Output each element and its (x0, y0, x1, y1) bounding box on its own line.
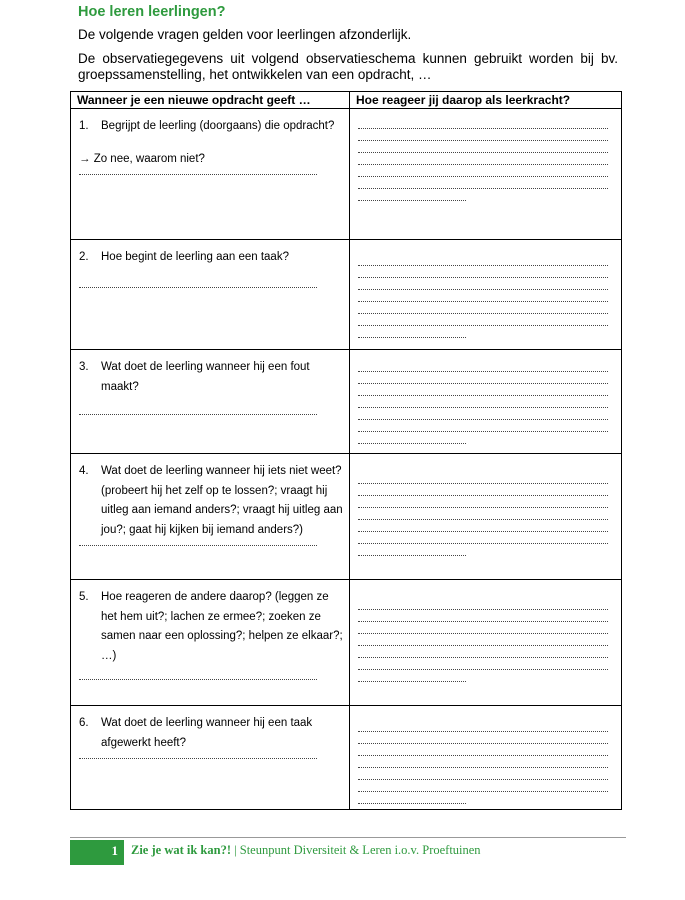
answer-cell[interactable] (350, 109, 622, 240)
table-row (71, 350, 622, 454)
answer-line[interactable] (358, 266, 608, 278)
note-line[interactable] (79, 757, 317, 759)
answer-line[interactable] (358, 372, 608, 384)
question-cell (71, 240, 350, 350)
answer-line[interactable] (358, 610, 608, 622)
answer-line[interactable] (358, 254, 608, 266)
answer-line[interactable] (358, 520, 608, 532)
table-header-row (71, 92, 622, 109)
answer-line[interactable] (358, 496, 608, 508)
answer-line[interactable] (358, 278, 608, 290)
answer-line[interactable] (358, 670, 466, 682)
page-number: 1 (111, 843, 118, 858)
answer-line[interactable] (358, 792, 466, 804)
question-text: Wat doet de leerling wanneer hij iets niet weet? (probeert hij het zelf op te lossen?; vraagt hij uitleg aan iemand anders?; vraagt hij uitleg aan jou?; gaat hij kijken bij iemand anders?) (101, 465, 343, 536)
question-text: Hoe begint de leerling aan een taak? (101, 251, 289, 263)
answer-line[interactable] (358, 396, 608, 408)
question-number: 3. (79, 361, 89, 373)
table-row (71, 580, 622, 706)
answer-cell[interactable] (350, 240, 622, 350)
answer-cell[interactable] (350, 454, 622, 580)
note-line[interactable] (79, 544, 317, 546)
note-line[interactable] (79, 173, 317, 175)
answer-line[interactable] (358, 290, 608, 302)
answer-line[interactable] (358, 408, 608, 420)
question-number: 4. (79, 465, 89, 477)
question-number: 1. (79, 120, 89, 132)
answer-line[interactable] (358, 622, 608, 634)
answer-line[interactable] (358, 484, 608, 496)
answer-line[interactable] (358, 508, 608, 520)
answer-line[interactable] (358, 326, 466, 338)
question-number: 6. (79, 717, 89, 729)
footer-text (131, 843, 481, 858)
table-row (71, 109, 622, 240)
answer-line[interactable] (358, 544, 466, 556)
note-line[interactable] (79, 286, 317, 288)
footer-title: Zie je wat ik kan?! (131, 843, 231, 857)
answer-cell[interactable] (350, 706, 622, 810)
answer-line[interactable] (358, 634, 608, 646)
answer-line[interactable] (358, 153, 608, 165)
answer-line[interactable] (358, 360, 608, 372)
followup-question: → Zo nee, waarom niet? (79, 152, 205, 165)
answer-line[interactable] (358, 532, 608, 544)
answer-line[interactable] (358, 302, 608, 314)
answer-cell[interactable] (350, 350, 622, 454)
question-text: Begrijpt de leerling (doorgaans) die opdracht? (101, 120, 335, 132)
intro-paragraph-1: De volgende vragen gelden voor leerlingen afzonderlijk. (78, 27, 412, 42)
answer-line[interactable] (358, 658, 608, 670)
question-cell (71, 706, 350, 810)
answer-line[interactable] (358, 646, 608, 658)
note-line[interactable] (79, 678, 317, 680)
answer-line[interactable] (358, 472, 608, 484)
observation-table (70, 91, 622, 810)
answer-line[interactable] (358, 756, 608, 768)
column-header-reaction: Hoe reageer jij daarop als leerkracht? (350, 92, 622, 109)
question-cell (71, 580, 350, 706)
note-line[interactable] (79, 413, 317, 415)
answer-line[interactable] (358, 780, 608, 792)
answer-line[interactable] (358, 141, 608, 153)
question-text: Wat doet de leerling wanneer hij een fout maakt? (101, 361, 310, 393)
question-cell (71, 109, 350, 240)
question-number: 2. (79, 251, 89, 263)
answer-line[interactable] (358, 129, 608, 141)
answer-line[interactable] (358, 189, 466, 201)
answer-line[interactable] (358, 720, 608, 732)
page-number-badge (70, 840, 124, 865)
table-row (71, 706, 622, 810)
question-text: Hoe reageren de andere daarop? (leggen ze het hem uit?; lachen ze ermee?; zoeken ze samen naar een oplossing?; helpen ze elkaar?; …) (101, 591, 343, 662)
question-text: Wat doet de leerling wanneer hij een taak afgewerkt heeft? (101, 717, 313, 749)
question-cell (71, 350, 350, 454)
question-number: 5. (79, 591, 89, 603)
footer-subtitle: | Steunpunt Diversiteit & Leren i.o.v. Proeftuinen (231, 843, 481, 857)
answer-line[interactable] (358, 117, 608, 129)
answer-line[interactable] (358, 432, 466, 444)
table-row (71, 454, 622, 580)
answer-line[interactable] (358, 768, 608, 780)
answer-cell[interactable] (350, 580, 622, 706)
answer-line[interactable] (358, 744, 608, 756)
answer-line[interactable] (358, 165, 608, 177)
footer-divider (70, 837, 626, 838)
column-header-situation: Wanneer je een nieuwe opdracht geeft … (71, 92, 350, 109)
answer-line[interactable] (358, 314, 608, 326)
table-row (71, 240, 622, 350)
intro-paragraph-2: De observatiegegevens uit volgend observatieschema kunnen gebruikt worden bij bv. groepssamenstelling, het ontwikkelen van een opdracht, … (78, 51, 618, 82)
answer-line[interactable] (358, 598, 608, 610)
answer-line[interactable] (358, 420, 608, 432)
question-cell (71, 454, 350, 580)
answer-line[interactable] (358, 732, 608, 744)
page-heading: Hoe leren leerlingen? (78, 4, 226, 20)
answer-line[interactable] (358, 384, 608, 396)
answer-line[interactable] (358, 177, 608, 189)
